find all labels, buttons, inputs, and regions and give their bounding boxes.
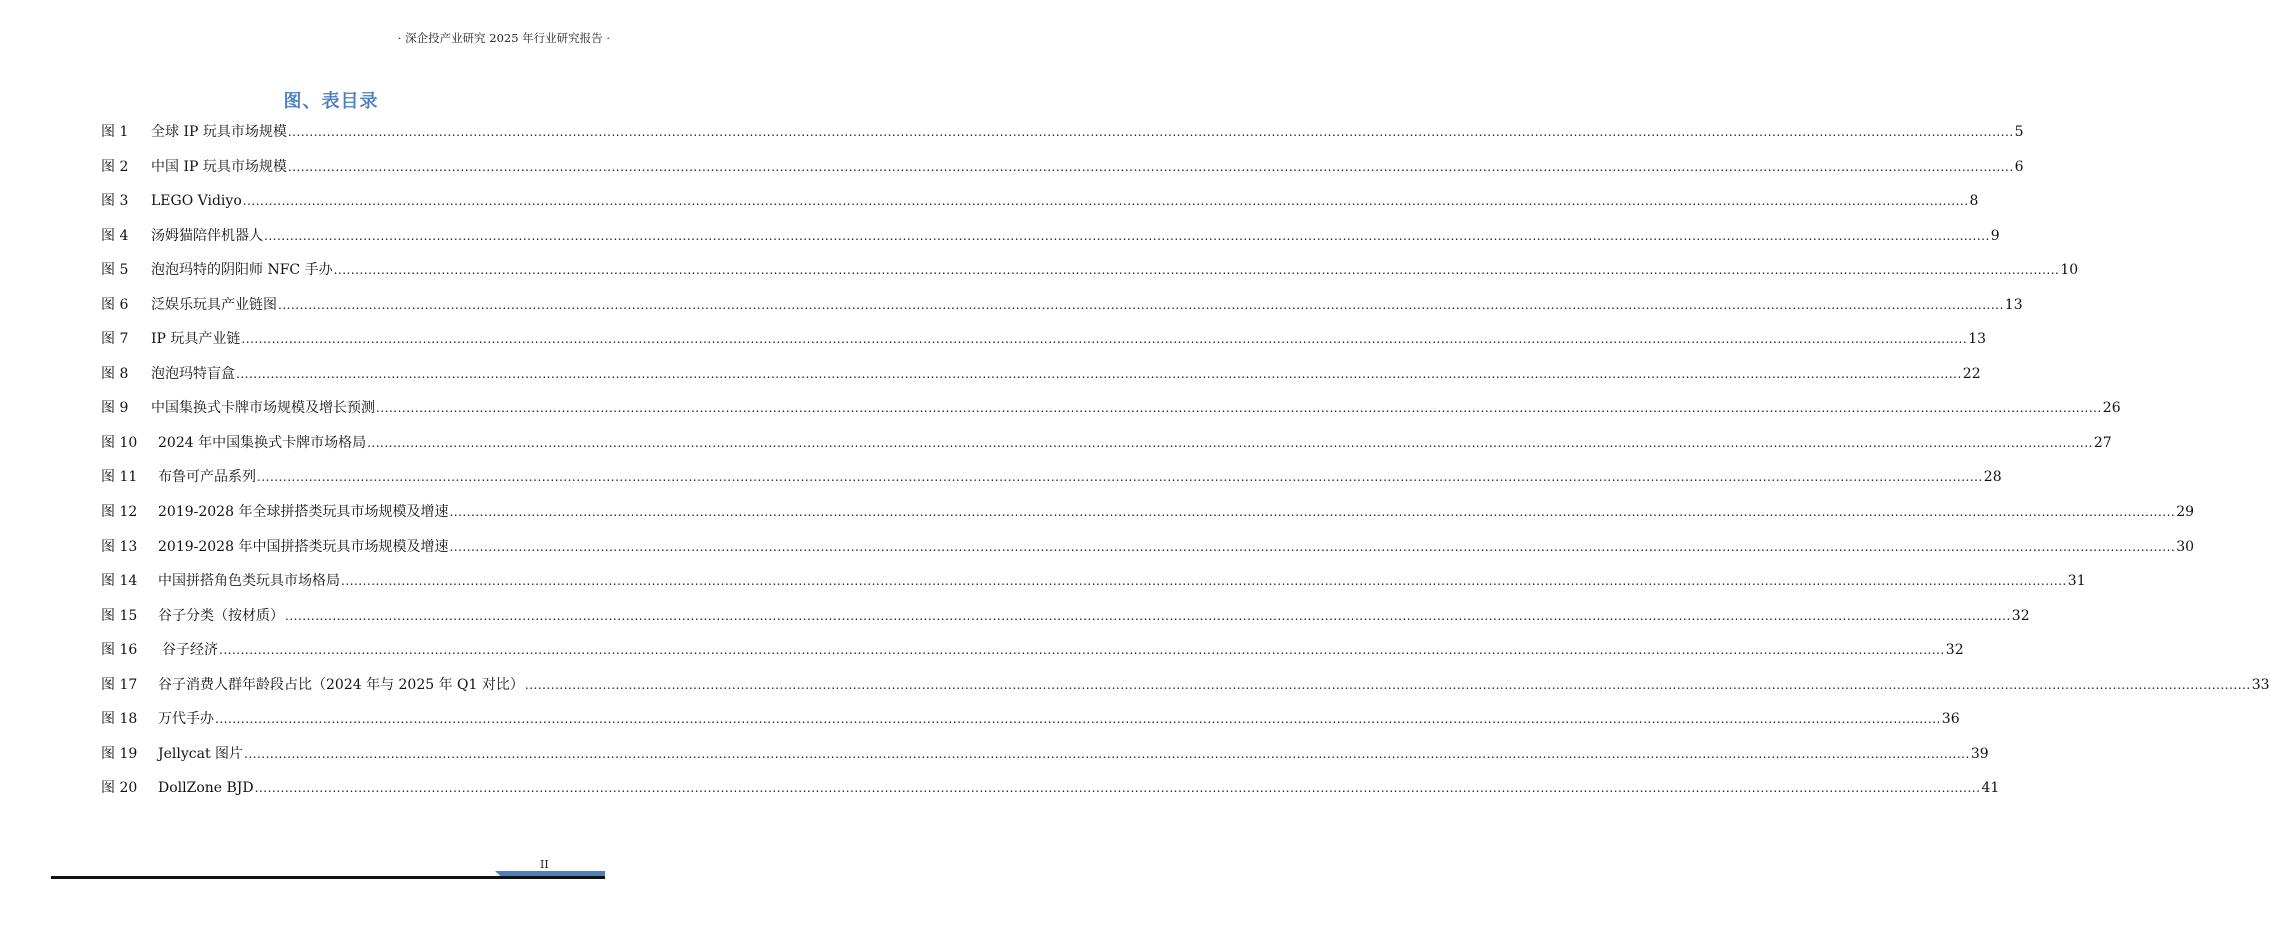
toc-leader-dots: ................................................................................................................................................................................................................................................................................................................................................................................................................ bbox=[236, 366, 1962, 381]
toc-entry[interactable] bbox=[101, 464, 2002, 499]
toc-figure-title: 中国拼搭角色类玩具市场格局 bbox=[158, 573, 340, 590]
toc-entry[interactable] bbox=[101, 119, 2024, 154]
toc-leader-dots: ................................................................................................................................................................................................................................................................................................................................................................................................................ bbox=[524, 677, 2251, 692]
toc-entry[interactable] bbox=[101, 603, 2030, 638]
toc-entry[interactable] bbox=[101, 672, 2270, 707]
toc-entry[interactable] bbox=[101, 292, 2023, 327]
toc-leader-dots: ................................................................................................................................................................................................................................................................................................................................................................................................................ bbox=[215, 712, 1941, 727]
toc-figure-label: 图 11 bbox=[101, 469, 138, 486]
toc-figure-label: 图 16 bbox=[101, 642, 138, 659]
toc-figure-label: 图 19 bbox=[101, 745, 138, 762]
toc-entry[interactable] bbox=[101, 499, 2195, 534]
toc-figure-title: 谷子分类（按材质） bbox=[158, 607, 284, 624]
toc-figure-title: 中国集换式卡牌市场规模及增长预测 bbox=[151, 400, 375, 417]
toc-page-number: 13 bbox=[2004, 296, 2023, 313]
toc-figure-label: 图 18 bbox=[101, 711, 138, 728]
toc-figure-title: 谷子经济 bbox=[162, 642, 218, 659]
toc-entry[interactable] bbox=[101, 395, 2121, 430]
toc-leader-dots: ................................................................................................................................................................................................................................................................................................................................................................................................................ bbox=[219, 643, 1945, 658]
toc-leader-dots: ................................................................................................................................................................................................................................................................................................................................................................................................................ bbox=[287, 125, 2014, 139]
toc-figure-title: IP 玩具产业链 bbox=[151, 331, 241, 348]
toc-page-number: 29 bbox=[2176, 504, 2195, 521]
toc-figure-label: 图 3 bbox=[101, 193, 129, 210]
toc-leader-dots: ................................................................................................................................................................................................................................................................................................................................................................................................................ bbox=[285, 608, 2011, 623]
toc-figure-title: Jellycat 图片 bbox=[158, 745, 244, 762]
toc-page-number: 28 bbox=[1983, 469, 2002, 486]
toc-figure-label: 图 12 bbox=[101, 504, 138, 521]
toc-figure-title: 2019-2028 年中国拼搭类玩具市场规模及增速 bbox=[158, 538, 449, 555]
toc-entry[interactable] bbox=[101, 326, 1987, 361]
toc-entry[interactable] bbox=[101, 188, 1979, 223]
toc-leader-dots: ................................................................................................................................................................................................................................................................................................................................................................................................................ bbox=[287, 159, 2014, 174]
toc-leader-dots: ................................................................................................................................................................................................................................................................................................................................................................................................................ bbox=[449, 539, 2176, 554]
toc-page-number: 33 bbox=[2251, 676, 2270, 693]
toc-figure-label: 图 8 bbox=[101, 365, 129, 382]
toc-page-number: 32 bbox=[1945, 642, 1964, 659]
toc-page-number: 39 bbox=[1970, 745, 1989, 762]
toc-entry[interactable] bbox=[101, 637, 1964, 672]
page-title: 图、表目录 bbox=[283, 91, 379, 112]
toc-entry[interactable] bbox=[101, 775, 2000, 810]
toc-figure-label: 图 9 bbox=[101, 400, 129, 417]
toc-page-number: 36 bbox=[1941, 711, 1960, 728]
toc-page-number: 32 bbox=[2011, 607, 2030, 624]
toc-entry[interactable] bbox=[101, 534, 2195, 569]
toc-page-number: 9 bbox=[1990, 227, 2000, 244]
toc-page-number: 13 bbox=[1968, 331, 1987, 348]
toc-figure-label: 图 13 bbox=[101, 538, 138, 555]
toc-figure-title: LEGO Vidiyo bbox=[151, 193, 242, 210]
toc-leader-dots: ................................................................................................................................................................................................................................................................................................................................................................................................................ bbox=[254, 781, 1981, 796]
toc-leader-dots: ................................................................................................................................................................................................................................................................................................................................................................................................................ bbox=[367, 435, 2093, 450]
toc-figure-label: 图 5 bbox=[101, 262, 129, 279]
toc-entry[interactable] bbox=[101, 154, 2024, 189]
toc-figure-title: 2024 年中国集换式卡牌市场格局 bbox=[158, 434, 367, 451]
toc-figure-title: 万代手办 bbox=[158, 711, 214, 728]
toc-page-number: 31 bbox=[2067, 573, 2086, 590]
toc-figure-title: 2019-2028 年全球拼搭类玩具市场规模及增速 bbox=[158, 504, 449, 521]
toc-entry[interactable] bbox=[101, 706, 1960, 741]
toc-figure-label: 图 4 bbox=[101, 227, 129, 244]
toc-leader-dots: ................................................................................................................................................................................................................................................................................................................................................................................................................ bbox=[242, 194, 1969, 209]
toc-leader-dots: ................................................................................................................................................................................................................................................................................................................................................................................................................ bbox=[257, 470, 1983, 485]
toc-leader-dots: ................................................................................................................................................................................................................................................................................................................................................................................................................ bbox=[341, 574, 2067, 589]
toc-figure-label: 图 6 bbox=[101, 296, 129, 313]
toc-page-number: 6 bbox=[2014, 158, 2024, 175]
toc-figure-label: 图 20 bbox=[101, 780, 138, 797]
toc-entry[interactable] bbox=[101, 568, 2086, 603]
toc-figure-title: 汤姆猫陪伴机器人 bbox=[151, 227, 263, 244]
figure-table-of-contents bbox=[101, 119, 2270, 810]
toc-page-number: 26 bbox=[2102, 400, 2121, 417]
toc-entry[interactable] bbox=[101, 741, 1989, 776]
toc-figure-label: 图 10 bbox=[101, 434, 138, 451]
toc-figure-title: 泡泡玛特盲盒 bbox=[151, 365, 235, 382]
toc-leader-dots: ................................................................................................................................................................................................................................................................................................................................................................................................................ bbox=[333, 263, 2060, 278]
toc-figure-title: 中国 IP 玩具市场规模 bbox=[151, 158, 287, 175]
toc-leader-dots: ................................................................................................................................................................................................................................................................................................................................................................................................................ bbox=[244, 746, 1970, 761]
toc-figure-label: 图 15 bbox=[101, 607, 138, 624]
toc-page-number: 10 bbox=[2060, 262, 2079, 279]
toc-figure-title: DollZone BJD bbox=[158, 780, 254, 797]
toc-leader-dots: ................................................................................................................................................................................................................................................................................................................................................................................................................ bbox=[278, 297, 2004, 312]
toc-page-number: 8 bbox=[1969, 193, 1979, 210]
toc-figure-title: 谷子消费人群年龄段占比（2024 年与 2025 年 Q1 对比） bbox=[158, 676, 524, 693]
toc-leader-dots: ................................................................................................................................................................................................................................................................................................................................................................................................................ bbox=[449, 505, 2176, 520]
toc-figure-label: 图 7 bbox=[101, 331, 129, 348]
toc-figure-title: 全球 IP 玩具市场规模 bbox=[151, 124, 287, 140]
toc-figure-title: 泡泡玛特的阴阳师 NFC 手办 bbox=[151, 262, 333, 279]
toc-figure-title: 布鲁可产品系列 bbox=[158, 469, 256, 486]
toc-entry[interactable] bbox=[101, 223, 2000, 258]
page-number: II bbox=[540, 858, 549, 871]
toc-entry[interactable] bbox=[101, 430, 2112, 465]
toc-figure-label: 图 14 bbox=[101, 573, 138, 590]
footer-rule bbox=[51, 876, 605, 879]
toc-figure-label: 图 17 bbox=[101, 676, 138, 693]
toc-page-number: 22 bbox=[1962, 365, 1981, 382]
toc-entry[interactable] bbox=[101, 257, 2079, 292]
toc-leader-dots: ................................................................................................................................................................................................................................................................................................................................................................................................................ bbox=[241, 332, 1968, 347]
toc-entry[interactable] bbox=[101, 361, 1981, 396]
toc-page-number: 30 bbox=[2176, 538, 2195, 555]
toc-page-number: 5 bbox=[2014, 124, 2024, 140]
toc-page-number: 41 bbox=[1981, 780, 2000, 797]
toc-figure-label: 图 1 bbox=[101, 124, 129, 140]
running-header: · 深企投产业研究 2025 年行业研究报告 · bbox=[397, 31, 610, 45]
toc-figure-label: 图 2 bbox=[101, 158, 129, 175]
toc-page-number: 27 bbox=[2093, 434, 2112, 451]
toc-leader-dots: ................................................................................................................................................................................................................................................................................................................................................................................................................ bbox=[376, 401, 2102, 416]
toc-leader-dots: ................................................................................................................................................................................................................................................................................................................................................................................................................ bbox=[264, 228, 1990, 243]
toc-figure-title: 泛娱乐玩具产业链图 bbox=[151, 296, 277, 313]
